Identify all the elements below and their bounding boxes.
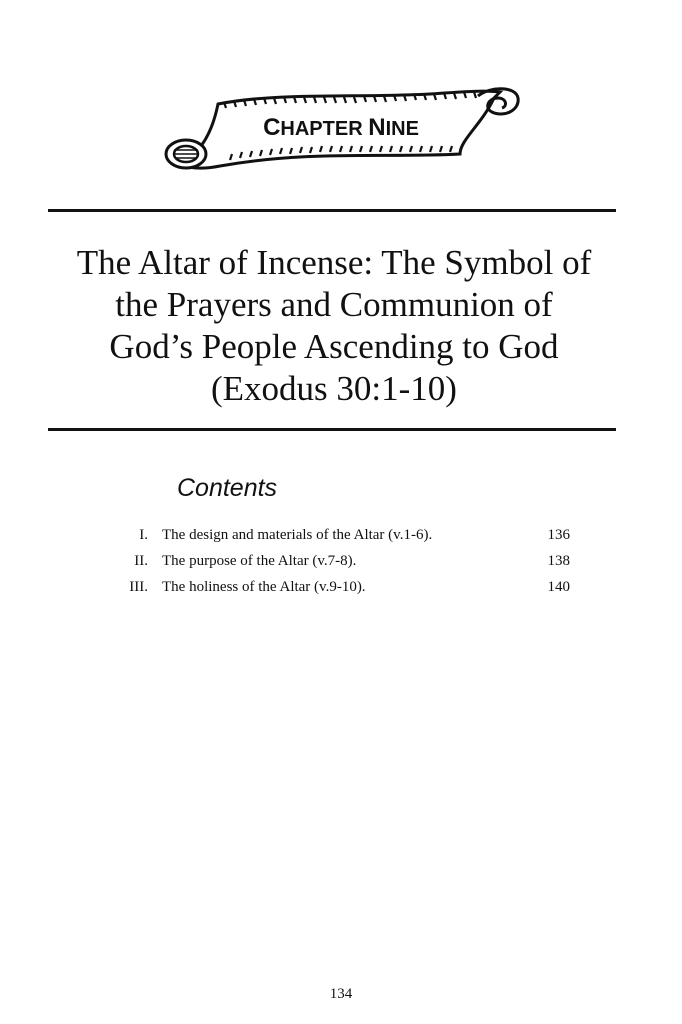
- toc-item: [100, 548, 580, 574]
- toc-item-title: The purpose of the Altar (v.7-8).: [162, 553, 357, 569]
- chapter-title-line: the Prayers and Communion of: [115, 285, 553, 324]
- chapter-title-line: (Exodus 30:1-10): [211, 369, 457, 408]
- chapter-title: [40, 242, 628, 410]
- chapter-label: [160, 114, 522, 142]
- toc-item-page: 140: [547, 579, 570, 595]
- contents-heading: Contents: [177, 474, 278, 502]
- toc-item-title: The holiness of the Altar (v.9-10).: [162, 579, 366, 595]
- toc-item-page: 138: [547, 553, 570, 569]
- toc-item-page: 136: [547, 527, 570, 543]
- chapter-number-rest: INE: [385, 118, 419, 140]
- toc-item-number: III.: [129, 579, 148, 595]
- toc-item: [100, 574, 580, 600]
- toc-item-number: II.: [134, 553, 148, 569]
- chapter-word-rest: HAPTER: [280, 118, 363, 140]
- toc-item-title: The design and materials of the Altar (v.1-6).: [162, 527, 433, 543]
- page-number: 134: [329, 986, 353, 1002]
- table-of-contents: [100, 522, 580, 600]
- chapter-number-initial: N: [368, 114, 386, 141]
- chapter-word-initial: C: [263, 114, 281, 141]
- chapter-title-line: The Altar of Incense: The Symbol of: [76, 243, 592, 282]
- chapter-title-line: God’s People Ascending to God: [109, 327, 559, 366]
- top-divider: [48, 209, 616, 212]
- chapter-banner: [160, 84, 522, 176]
- bottom-divider: [48, 428, 616, 431]
- toc-item: [100, 522, 580, 548]
- toc-item-number: I.: [139, 527, 148, 543]
